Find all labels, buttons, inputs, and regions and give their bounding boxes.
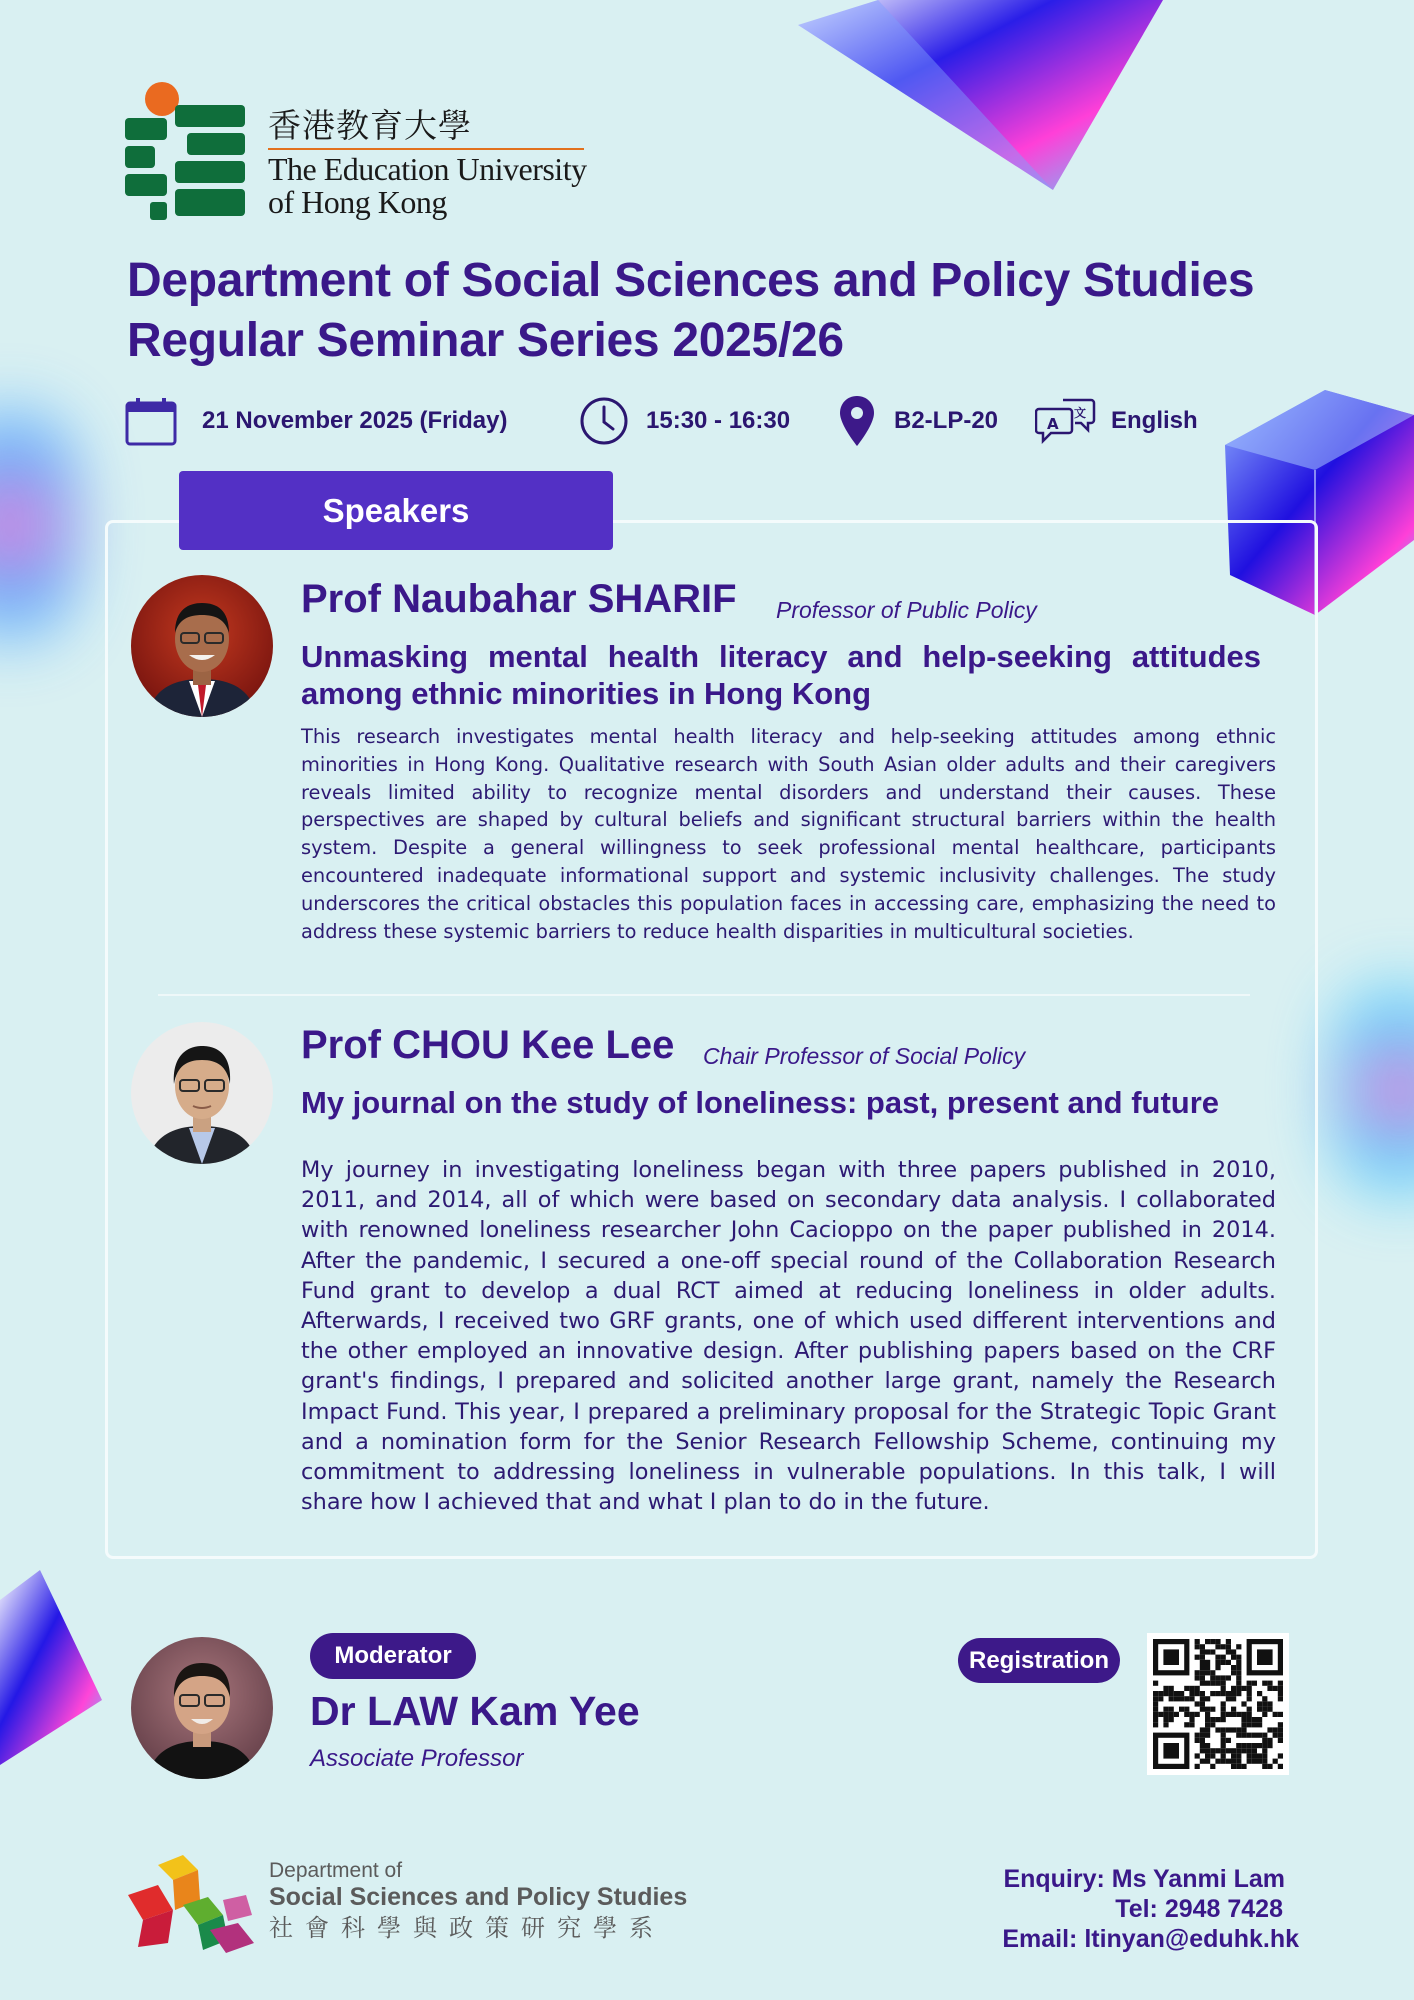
speaker-2-role: Chair Professor of Social Policy bbox=[703, 1043, 1026, 1069]
event-language: English bbox=[1111, 407, 1198, 434]
enquiry-block bbox=[1002, 1864, 1299, 1954]
translate-icon bbox=[1035, 397, 1097, 447]
decorative-prism-bottom bbox=[0, 1570, 102, 1765]
department-line2: Social Sciences and Policy Studies bbox=[269, 1883, 688, 1911]
university-name-en-line1: The Education University bbox=[268, 151, 587, 187]
decorative-prism-top bbox=[798, 0, 1168, 195]
event-date: 21 November 2025 (Friday) bbox=[202, 407, 508, 434]
page-title-line2: Regular Seminar Series 2025/26 bbox=[127, 314, 844, 367]
svg-text:文: 文 bbox=[1074, 406, 1087, 420]
page-title-line1: Department of Social Sciences and Policy Studies bbox=[127, 254, 1255, 307]
department-logo bbox=[128, 1855, 254, 1957]
university-name-en-line2: of Hong Kong bbox=[268, 184, 447, 220]
speaker-1-name: Prof Naubahar SHARIF bbox=[301, 577, 737, 621]
speaker-1-talk-title: Unmasking mental health literacy and help-seeking attitudes among ethnic minorities in Hong Kong bbox=[301, 639, 1261, 711]
decorative-glow-right bbox=[1330, 940, 1414, 1240]
logo-divider bbox=[268, 148, 584, 150]
enquiry-tel: Tel: 2948 7428 bbox=[1115, 1895, 1283, 1923]
speaker-1-abstract: This research investigates mental health literacy and help-seeking attitudes among ethnic minorities in Hong Kong. Qualitative research with South Asian older adults and their caregivers reveals limited ability to recognize mental disorders and understand their causes. These perspectives are shaped by cultural beliefs and significant structural barriers within the health system. Despite a general willingness to seek professional mental healthcare, participants encountered inadequate informational support and systemic inclusivity challenges. The study underscores the critical obstacles this population faces in accessing care, emphasizing the need to address these systemic barriers to reduce health disparities in multicultural societies. bbox=[301, 725, 1276, 943]
enquiry-contact: Enquiry: Ms Yanmi Lam bbox=[1003, 1865, 1285, 1893]
moderator-photo bbox=[131, 1637, 273, 1779]
speakers-heading: Speakers bbox=[179, 471, 613, 550]
university-name-en bbox=[268, 153, 587, 219]
event-time: 15:30 - 16:30 bbox=[646, 407, 791, 434]
speaker-divider bbox=[158, 994, 1250, 996]
svg-text:A: A bbox=[1047, 415, 1059, 433]
department-name bbox=[269, 1860, 687, 1946]
moderator-role: Associate Professor bbox=[310, 1745, 524, 1772]
department-name-zh: 社會科學與政策研究學系 bbox=[269, 1915, 665, 1942]
event-venue: B2-LP-20 bbox=[894, 407, 999, 434]
qr-code-pattern bbox=[1147, 1633, 1289, 1775]
clock-icon bbox=[579, 396, 629, 446]
enquiry-email[interactable]: Email: ltinyan@eduhk.hk bbox=[1002, 1925, 1299, 1953]
location-pin-icon bbox=[840, 396, 874, 446]
moderator-label: Moderator bbox=[310, 1633, 476, 1679]
speaker-2-photo bbox=[131, 1022, 273, 1164]
decorative-glow-left bbox=[0, 360, 80, 690]
moderator-name: Dr LAW Kam Yee bbox=[310, 1688, 640, 1734]
university-name-zh: 香港教育大學 bbox=[268, 106, 472, 145]
eduhk-logo bbox=[125, 82, 245, 224]
registration-label[interactable]: Registration bbox=[958, 1638, 1120, 1683]
speaker-2-name: Prof CHOU Kee Lee bbox=[301, 1023, 675, 1067]
calendar-icon bbox=[125, 398, 177, 446]
speaker-1-role: Professor of Public Policy bbox=[776, 597, 1037, 623]
speaker-2-talk-title: My journal on the study of loneliness: past, present and future bbox=[301, 1085, 1220, 1120]
speaker-2-abstract: My journey in investigating loneliness began with three papers published in 2010, 2011, and 2014, all of which were based on secondary data analysis. I collaborated with renowned loneliness researcher John Cacioppo on the paper published in 2014. After the pandemic, I secured a one-off special round of the Collaboration Research Fund grant to develop a dual RCT aimed at reducing loneliness in older adults. Afterwards, I received two GRF grants, one of which used different interventions and the other employed an innovative design. After publishing papers based on the CRF grant's findings, I prepared and solicited another large grant, namely the Research Impact Fund. This year, I prepared a preliminary proposal for the Strategic Topic Grant and a nomination form for the Senior Research Fellowship Scheme, continuing my commitment to addressing loneliness in vulnerable populations. In this talk, I will share how I achieved that and what I plan to do in the future. bbox=[301, 1157, 1276, 1516]
speaker-1-photo bbox=[131, 575, 273, 717]
department-line1: Department of bbox=[269, 1859, 403, 1882]
qr-code[interactable] bbox=[1147, 1633, 1289, 1775]
